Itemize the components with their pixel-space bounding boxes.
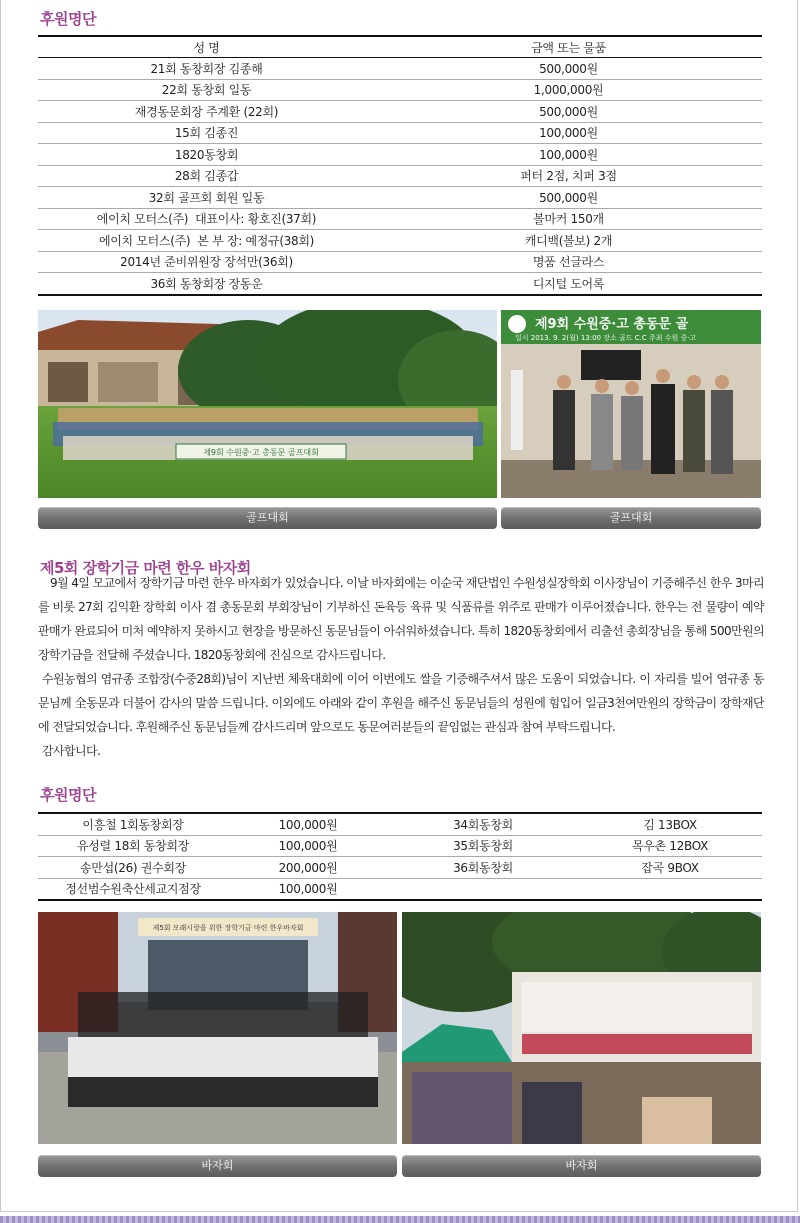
donor-amount-cell: 100,000원 (228, 878, 388, 900)
donor-amount-cell: 200,000원 (228, 857, 388, 879)
donor-amount-cell: 100,000원 (375, 144, 762, 166)
bazaar-caption-right: 바자회 (402, 1155, 761, 1177)
donor-group-cell: 34회동창회 (388, 813, 578, 835)
table-row (38, 813, 762, 835)
donor-name-cell: 2014년 준비위원장 장석만(36회) (38, 251, 375, 273)
donor-group-cell (388, 878, 578, 900)
article-paragraph-1: 9월 4일 모교에서 장학기금 마련 한우 바자회가 있었습니다. 이날 바자회에는 이순국 재단법인 수원성실장학회 이사장님이 기증해주신 한우 3마리를 비롯 27회 김익환 장학회 이사 겸 총동문회 부회장님이 기부하신 돈육등 육류 및 식품류를 위주로 판매가 이루어졌습니다. 한우는 전 물량이 예약판매가 완료되어 미처 예약하지 못하시고 현장을 방문하신 동문님들이 아쉬워하셨습니다. 특히 1820동창회에서 리출선 총회장님을 통해 500만원의 장학기금을 전달해 주셨습니다. 1820동창회에 진심으로 감사드립니다. (38, 576, 764, 662)
table-row (38, 122, 762, 144)
donor-name-cell: 에이치 모터스(주) 대표이사: 황호진(37회) (38, 208, 375, 230)
table-row (38, 835, 762, 857)
table-row (38, 878, 762, 900)
donor-name-cell: 22회 동창회 일동 (38, 79, 375, 101)
bazaar-group-photo (38, 912, 397, 1144)
bazaar-stall-image (402, 912, 761, 1144)
golf-caption-left: 골프대회 (38, 507, 497, 529)
bazaar-stall-photo (402, 912, 761, 1144)
donor-name-cell: 21회 동창회장 김종해 (38, 58, 375, 80)
donor-group-cell: 35회동창회 (388, 835, 578, 857)
golf-group-photo (38, 310, 497, 498)
donor-amount-cell: 명품 선글라스 (375, 251, 762, 273)
bazaar-banner-text: 제5회 모래시랑을 위한 장학기금 마련 한우바자회 (152, 924, 304, 932)
donor-amount-cell: 500,000원 (375, 187, 762, 209)
donor-name-cell: 송만섭(26) 권수회장 (38, 857, 228, 879)
golf-award-photo (501, 310, 761, 498)
donor-item-cell: 잡곡 9BOX (578, 857, 762, 879)
donor-amount-cell: 볼마커 150개 (375, 208, 762, 230)
donor-name-cell: 이흥철 1회동창회장 (38, 813, 228, 835)
header-amount: 금액 또는 물품 (375, 36, 762, 58)
award-banner-info: 일시 2013. 9. 2(월) 13:00 장소 골드 C.C 주최 수원 중·고 (515, 334, 697, 342)
table-row (38, 187, 762, 209)
table-row (38, 79, 762, 101)
table-row (38, 101, 762, 123)
table-row (38, 273, 762, 295)
donor-amount-cell: 100,000원 (228, 835, 388, 857)
golf-caption-right: 골프대회 (501, 507, 761, 529)
donor-amount-cell: 100,000원 (375, 122, 762, 144)
donor-name-cell: 에이치 모터스(주) 본 부 장: 예정규(38회) (38, 230, 375, 252)
table-row (38, 208, 762, 230)
table-row (38, 165, 762, 187)
donor-amount-cell: 500,000원 (375, 58, 762, 80)
table-row (38, 251, 762, 273)
donor-table-2 (38, 812, 762, 901)
donor-name-cell: 28회 김종갑 (38, 165, 375, 187)
donor-item-cell: 목우촌 12BOX (578, 835, 762, 857)
donor-table (38, 35, 762, 296)
table-row (38, 144, 762, 166)
donor-amount-cell: 캐디백(볼보) 2개 (375, 230, 762, 252)
table-row (38, 58, 762, 80)
bazaar-caption-left: 바자회 (38, 1155, 397, 1177)
donor-item-cell (578, 878, 762, 900)
bazaar-group-image (38, 912, 397, 1144)
article-title: 제5회 장학기금 마련 한우 바자회 (40, 559, 251, 577)
award-banner-title: 제9회 수원중·고 총동문 골 (535, 317, 689, 332)
article-body (38, 571, 764, 763)
golf-banner-text: 제9회 수원중·고 총동문 골프대회 (203, 448, 319, 457)
donor-name-cell: 1820동창회 (38, 144, 375, 166)
donor-amount-cell: 퍼터 2점, 치퍼 3점 (375, 165, 762, 187)
header-name: 성 명 (38, 36, 375, 58)
donor-name-cell: 재경동문회장 주계환 (22회) (38, 101, 375, 123)
donor-name-cell: 유성렬 18회 동창회장 (38, 835, 228, 857)
donor-list-title: 후원명단 (40, 10, 96, 28)
article-paragraph-3: 감사합니다. (42, 744, 101, 758)
donor-amount-cell: 1,000,000원 (375, 79, 762, 101)
donor-name-cell: 36회 동창회장 장동운 (38, 273, 375, 295)
donor-group-cell: 36회동창회 (388, 857, 578, 879)
donor-name-cell: 15회 김종진 (38, 122, 375, 144)
article-paragraph-2: 수원농협의 염규종 조합장(수중28회)님이 지난번 체육대회에 이어 이번에도 쌀을 기증해주셔서 많은 도움이 되었습니다. 이 자리를 빌어 염규종 동문님께 全동문과 더불어 감사의 말씀 드립니다. 이외에도 아래와 같이 후원을 해주신 동문님들의 성원에 힘입어 일금3천여만원의 장학금이 장학재단에 전달되었습니다. 후원해주신 동문님들께 감사드리며 앞으로도 동문여러분들의 끝임없는 관심과 참여 부탁드립니다. (38, 672, 764, 734)
golf-group-image (38, 310, 497, 498)
donor-amount-cell: 디지털 도어록 (375, 273, 762, 295)
bottom-border-band (0, 1216, 800, 1223)
donor-list-2-title: 후원명단 (40, 786, 96, 804)
donor-amount-cell: 100,000원 (228, 813, 388, 835)
donor-name-cell: 32회 골프회 회원 일동 (38, 187, 375, 209)
table-row (38, 857, 762, 879)
golf-award-image (501, 310, 761, 498)
donor-name-cell: 정선범수원축산세교지점장 (38, 878, 228, 900)
donor-amount-cell: 500,000원 (375, 101, 762, 123)
donor-item-cell: 김 13BOX (578, 813, 762, 835)
table-row (38, 230, 762, 252)
